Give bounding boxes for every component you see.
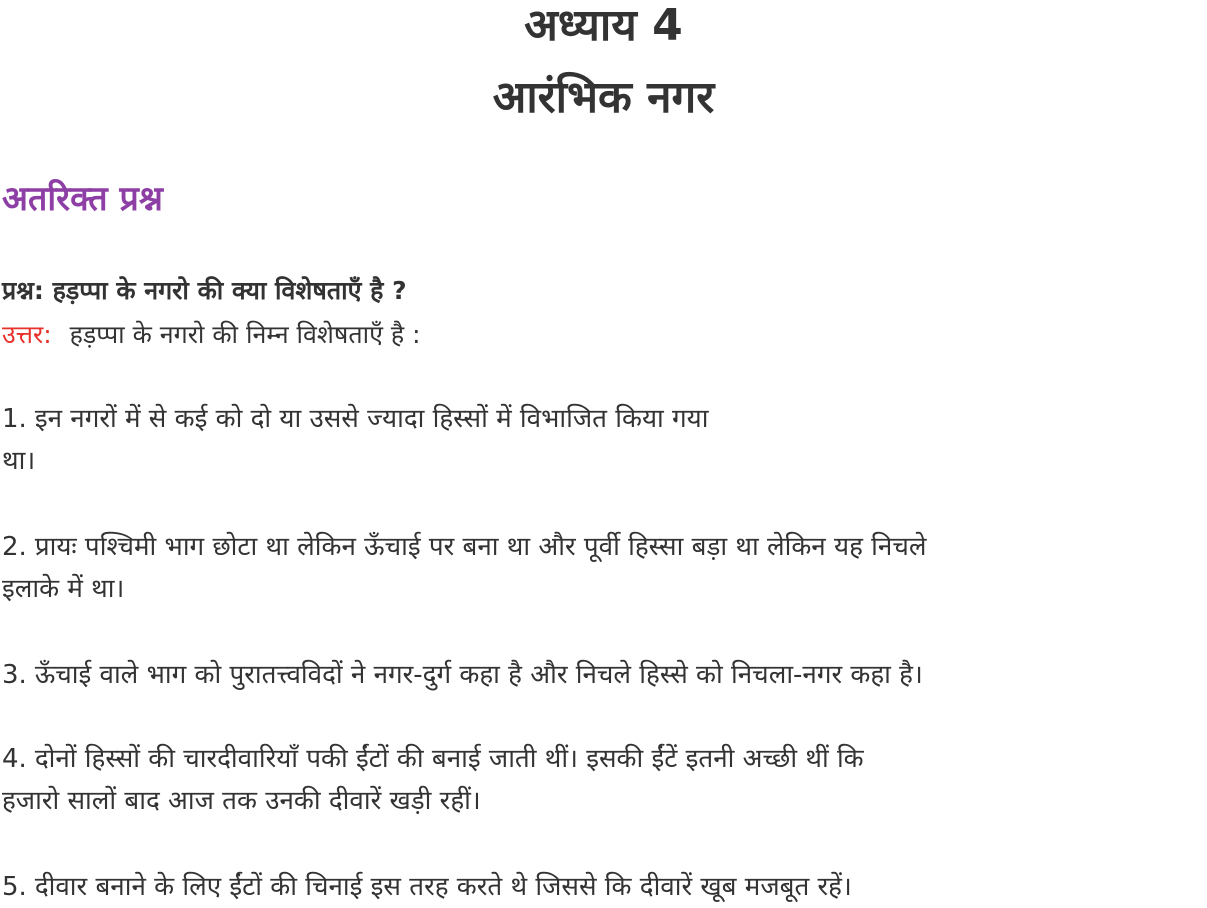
point-number: 2. — [2, 532, 27, 562]
answer-line — [2, 318, 421, 352]
point-number: 4. — [2, 744, 27, 774]
point-number: 3. — [2, 660, 27, 690]
answer-label: उत्तर: — [2, 320, 52, 349]
point-line: दोनों हिस्सों की चारदीवारियाँ पकी ईंटों की बनाई जाती थीं। इसकी ईंटें इतनी अच्छी थीं कि — [34, 744, 864, 774]
chapter-number: अध्याय 4 — [524, 0, 683, 51]
answer-text: हड़प्पा के नगरो की निम्न विशेषताएँ है : — [69, 320, 421, 349]
point-line: हजारो सालों बाद आज तक उनकी दीवारें खड़ी रहीं। — [2, 786, 481, 816]
point-3 — [2, 654, 923, 696]
point-4 — [2, 738, 864, 822]
point-line: दीवार बनाने के लिए ईंटों की चिनाई इस तरह करते थे जिससे कि दीवारें खूब मजबूत रहें। — [34, 872, 852, 902]
point-line: प्रायः पश्चिमी भाग छोटा था लेकिन ऊँचाई पर बना था और पूर्वी हिस्सा बड़ा था लेकिन यह निचले — [34, 532, 927, 562]
question-text: प्रश्न: हड़प्पा के नगरो की क्या विशेषताएँ है ? — [2, 276, 407, 305]
section-title: अतरिक्त प्रश्न — [2, 179, 163, 219]
chapter-title: आरंभिक नगर — [492, 72, 715, 123]
point-number: 5. — [2, 872, 27, 902]
point-line: था। — [2, 446, 36, 476]
point-line: इलाके में था। — [2, 574, 125, 604]
point-5 — [2, 866, 852, 908]
point-line: इन नगरों में से कई को दो या उससे ज्यादा हिस्सों में विभाजित किया गया — [34, 404, 709, 434]
point-number: 1. — [2, 404, 27, 434]
point-line: ऊँचाई वाले भाग को पुरातत्त्वविदों ने नगर-दुर्ग कहा है और निचले हिस्से को निचला-नगर कहा है। — [34, 660, 923, 690]
point-1 — [2, 398, 708, 482]
point-2 — [2, 526, 926, 610]
